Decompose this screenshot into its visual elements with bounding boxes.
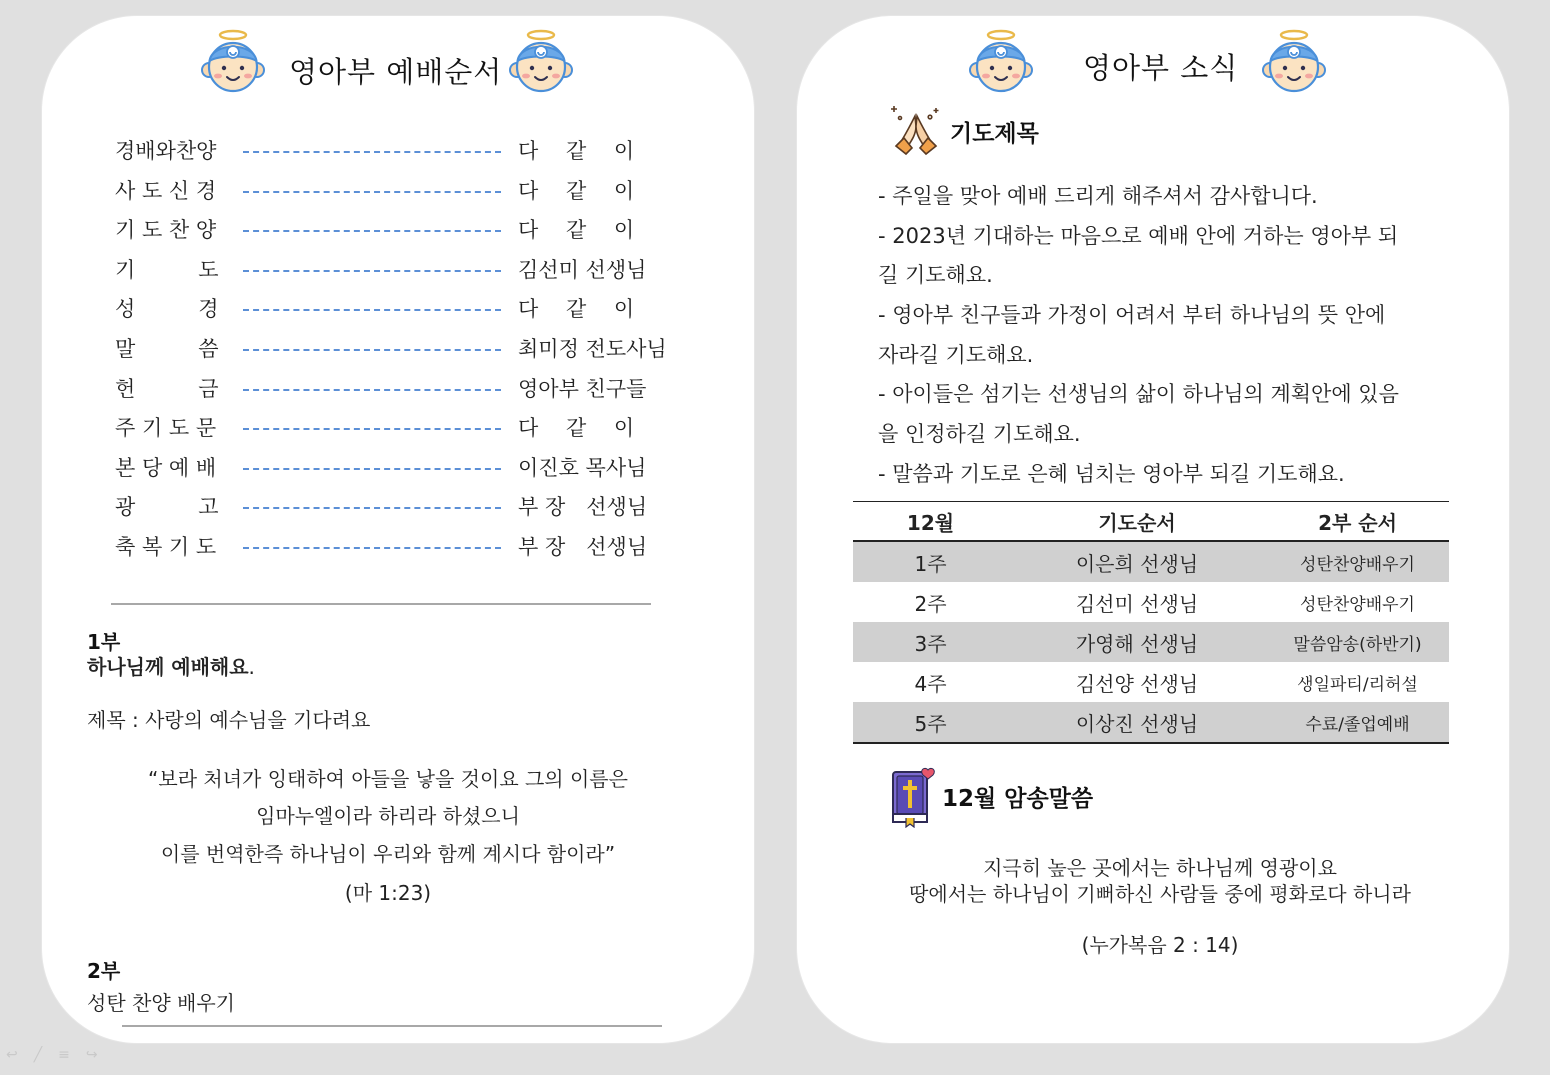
table-row <box>853 622 1449 662</box>
verse-reference: (마 1:23) <box>344 881 432 905</box>
table-cell-week: 4주 <box>914 671 947 696</box>
table-cell-week: 2주 <box>914 591 947 616</box>
dashed-leader <box>243 309 501 311</box>
part1-subtitle-end: . <box>248 655 255 679</box>
table-cell-week: 3주 <box>853 622 1008 662</box>
dashed-leader <box>243 151 501 153</box>
order-item: 기 도 <box>115 257 219 282</box>
order-item: 사 도 신 경 <box>115 178 217 203</box>
baby-angel-icon <box>200 28 266 94</box>
order-item: 본 당 예 배 <box>115 455 217 480</box>
order-item: 성 경 <box>115 297 219 322</box>
table-cell-part2: 말씀암송(하반기) <box>1266 622 1449 662</box>
table-cell-part2: 성탄찬양배우기 <box>1300 594 1415 615</box>
part1-subtitle-bold: 하나님께 예배해요 <box>87 655 249 679</box>
table-cell-week: 1주 <box>853 541 1008 582</box>
order-leader: 다 같 이 <box>518 218 635 243</box>
table-cell-part2: 수료/졸업예배 <box>1266 702 1449 743</box>
dashed-leader <box>243 428 501 430</box>
pen-icon[interactable]: ╱ <box>33 1047 59 1063</box>
part1-topic: 제목 : 사랑의 예수님을 기다려요 <box>87 708 371 732</box>
praying-hands-icon <box>888 102 944 158</box>
part1-subtitle <box>87 651 255 680</box>
order-leader: 최미정 전도사님 <box>518 337 667 361</box>
dashed-leader <box>243 507 501 509</box>
dashed-leader <box>243 191 501 193</box>
order-leader: 부 장 선생님 <box>518 535 648 559</box>
order-item: 광 고 <box>115 495 219 520</box>
prayer-line: - 말씀과 기도로 은혜 넘치는 영아부 되길 기도해요. <box>878 462 1345 486</box>
part2-label: 2부 <box>87 959 121 983</box>
order-item: 말 씀 <box>115 337 219 361</box>
table-row <box>853 541 1449 582</box>
divider <box>111 603 651 605</box>
table-header-row <box>853 502 1449 542</box>
prayer-heading: 기도제목 <box>950 121 1039 147</box>
order-leader: 다 같 이 <box>518 416 635 441</box>
table-cell-teacher: 이은희 선생님 <box>1008 541 1266 582</box>
order-leader: 다 같 이 <box>518 178 635 203</box>
baby-angel-icon <box>1261 28 1327 94</box>
table-cell-teacher: 김선미 선생님 <box>1075 591 1199 616</box>
prayer-schedule-table <box>853 501 1449 744</box>
order-leader: 김선미 선생님 <box>518 257 647 282</box>
table-header: 2부 순서 <box>1266 502 1449 542</box>
prayer-line: - 주일을 맞아 예배 드리게 해주셔서 감사합니다. <box>878 184 1318 208</box>
order-item: 헌 금 <box>115 376 219 401</box>
left-title: 영아부 예배순서 <box>289 55 503 89</box>
dashed-leader <box>243 230 501 232</box>
order-item: 축 복 기 도 <box>115 535 217 559</box>
memory-heading: 12월 암송말씀 <box>942 786 1094 812</box>
bible-book-icon <box>888 766 938 828</box>
part2-text: 성탄 찬양 배우기 <box>87 991 235 1015</box>
prayer-line: - 2023년 기대하는 마음으로 예배 안에 거하는 영아부 되 <box>878 224 1399 248</box>
dashed-leader <box>243 468 501 470</box>
verse-line-2: 임마누엘이라 하리라 하셨으니 <box>256 804 520 828</box>
table-row <box>853 662 1449 702</box>
order-item: 주 기 도 문 <box>115 416 217 441</box>
order-item: 기 도 찬 양 <box>115 218 217 243</box>
part1-label: 1부 <box>87 630 121 654</box>
prayer-line: 자라길 기도해요. <box>878 343 1034 367</box>
menu-icon[interactable]: ≡ <box>58 1047 86 1063</box>
memory-line-2: 땅에서는 하나님이 기뻐하신 사람들 중에 평화로다 하니라 <box>909 882 1411 906</box>
prayer-line: 을 인정하길 기도해요. <box>878 422 1081 446</box>
dashed-leader <box>243 389 501 391</box>
undo-icon[interactable]: ↩ <box>6 1047 34 1063</box>
table-row <box>853 702 1449 743</box>
dashed-leader <box>243 547 501 549</box>
verse-line-3: 이를 번역한즉 하나님이 우리와 함께 계시다 함이라” <box>160 842 616 866</box>
table-header: 12월 <box>853 502 1008 542</box>
verse-line-1: “보라 처녀가 잉태하여 아들을 낳을 것이요 그의 이름은 <box>148 767 628 791</box>
table-cell-week: 5주 <box>853 702 1008 743</box>
table-row <box>853 582 1449 622</box>
baby-angel-icon <box>968 28 1034 94</box>
dashed-leader <box>243 349 501 351</box>
order-leader: 다 같 이 <box>518 297 635 322</box>
memory-reference: (누가복음 2 : 14) <box>1081 933 1239 957</box>
order-leader: 다 같 이 <box>518 139 635 163</box>
table-cell-part2: 생일파티/리허설 <box>1297 674 1418 695</box>
table-cell-teacher: 가영해 선생님 <box>1008 622 1266 662</box>
order-leader: 이진호 목사님 <box>518 455 647 480</box>
memory-line-1: 지극히 높은 곳에서는 하나님께 영광이요 <box>983 856 1337 880</box>
table-header: 기도순서 <box>1008 502 1266 542</box>
prayer-line: - 영아부 친구들과 가정이 어려서 부터 하나님의 뜻 안에 <box>878 303 1386 327</box>
order-leader: 부 장 선생님 <box>518 495 648 520</box>
right-title: 영아부 소식 <box>1083 51 1239 85</box>
divider <box>122 1025 662 1027</box>
prayer-line: 길 기도해요. <box>878 263 993 287</box>
order-item: 경배와찬양 <box>115 139 217 163</box>
table-cell-teacher: 이상진 선생님 <box>1008 702 1266 743</box>
table-cell-teacher: 김선양 선생님 <box>1075 671 1199 696</box>
redo-icon[interactable]: ↪ <box>85 1047 114 1063</box>
order-leader: 영아부 친구들 <box>518 376 647 401</box>
baby-angel-icon <box>508 28 574 94</box>
dashed-leader <box>243 270 501 272</box>
slide-toolbar <box>6 1047 114 1063</box>
prayer-line: - 아이들은 섬기는 선생님의 삶이 하나님의 계획안에 있음 <box>878 382 1399 406</box>
table-cell-part2: 성탄찬양배우기 <box>1266 541 1449 582</box>
